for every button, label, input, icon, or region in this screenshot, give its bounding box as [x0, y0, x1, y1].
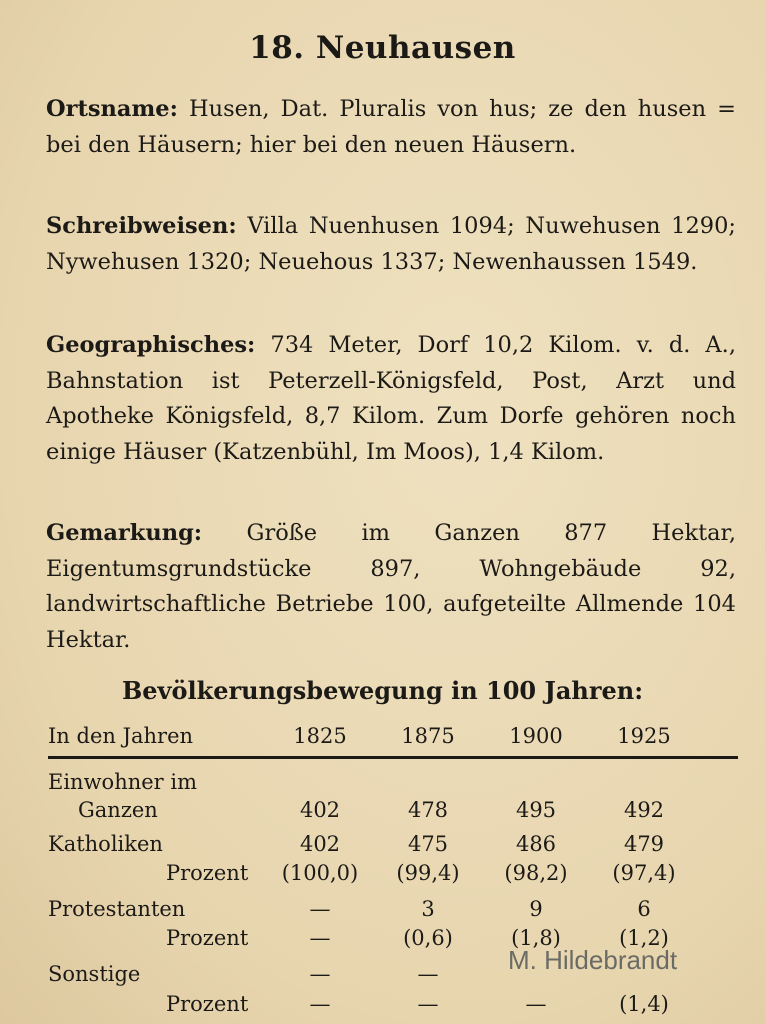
label-gemarkung: Gemarkung: — [46, 520, 203, 546]
text-geographisches: 734 Meter, Dorf 10,2 Kilom. v. d. A., Bahnstation ist Peterzell-Königsfeld, Post, Arzt und Apotheke Königsfeld, 8,7 Kilom. Zum Dorfe gehören noch einige Häuser (Katzenbühl, Im Moos), 1,4 Kilom. — [46, 332, 736, 465]
label-geographisches: Geographisches: — [46, 332, 256, 358]
header-year: 1900 — [509, 724, 563, 748]
table-cell: (0,6) — [403, 926, 453, 950]
section-geographisches — [46, 328, 736, 470]
row-label: Prozent — [166, 861, 249, 885]
table-cell: — — [417, 962, 439, 986]
table-cell: 486 — [515, 832, 557, 856]
watermark: M. Hildebrandt — [508, 945, 678, 975]
label-schreibweisen: Schreibweisen: — [46, 213, 237, 239]
table-cell: 492 — [623, 798, 665, 822]
table-cell: (97,4) — [612, 861, 676, 885]
table-cell: 495 — [515, 798, 557, 822]
row-label: Katholiken — [48, 832, 163, 856]
table-cell: (98,2) — [504, 861, 568, 885]
table-cell: — — [417, 992, 439, 1016]
table-cell: (1,2) — [619, 926, 669, 950]
page-title: 18. Neuhausen — [249, 30, 516, 66]
table-heading: Bevölkerungsbewegung in 100 Jahren: — [121, 676, 644, 705]
table-cell: — — [309, 926, 331, 950]
table-cell: 3 — [421, 897, 435, 921]
section-schreibweisen — [46, 209, 736, 280]
table-header — [48, 720, 738, 756]
table-cell: 6 — [637, 897, 651, 921]
table-cell: — — [525, 992, 547, 1016]
row-label: Prozent — [166, 992, 249, 1016]
table-cell: — — [309, 962, 331, 986]
header-year: 1925 — [617, 724, 671, 748]
header-year: 1875 — [401, 724, 455, 748]
table-cell: (100,0) — [281, 861, 359, 885]
table-cell: 479 — [623, 832, 665, 856]
header-year: 1825 — [293, 724, 347, 748]
row-label: Sonstige — [48, 962, 141, 986]
text-ortsname: Husen, Dat. Pluralis von hus; ze den husen = bei den Häusern; hier bei den neuen Häusern. — [46, 96, 737, 158]
section-gemarkung — [46, 516, 736, 658]
section-ortsname — [46, 92, 736, 163]
table-cell: 402 — [299, 798, 341, 822]
table-cell: (1,8) — [511, 926, 561, 950]
table-cell: 478 — [407, 798, 449, 822]
table-cell: 402 — [299, 832, 341, 856]
header-rule — [48, 756, 738, 759]
table-cell: (99,4) — [396, 861, 460, 885]
table-cell: — — [309, 992, 331, 1016]
text-gemarkung: Größe im Ganzen 877 Hektar, Eigentumsgrundstücke 897, Wohngebäude 92, landwirtschaftliche Betriebe 100, aufgeteilte Allmende 104 Hektar. — [46, 520, 736, 653]
row-label: Einwohner im — [48, 770, 198, 794]
row-label: Ganzen — [78, 798, 158, 822]
table-cell: 475 — [407, 832, 449, 856]
label-ortsname: Ortsname: — [46, 96, 178, 122]
row-label: Prozent — [166, 926, 249, 950]
table-cell: — — [309, 897, 331, 921]
header-label: In den Jahren — [48, 724, 194, 748]
table-cell: (1,4) — [619, 992, 669, 1016]
table-cell: 9 — [529, 897, 543, 921]
row-label: Protestanten — [48, 897, 186, 921]
text-schreibweisen: Villa Nuenhusen 1094; Nuwehusen 1290; Nywehusen 1320; Neuehous 1337; Newenhaussen 1549. — [46, 213, 736, 275]
